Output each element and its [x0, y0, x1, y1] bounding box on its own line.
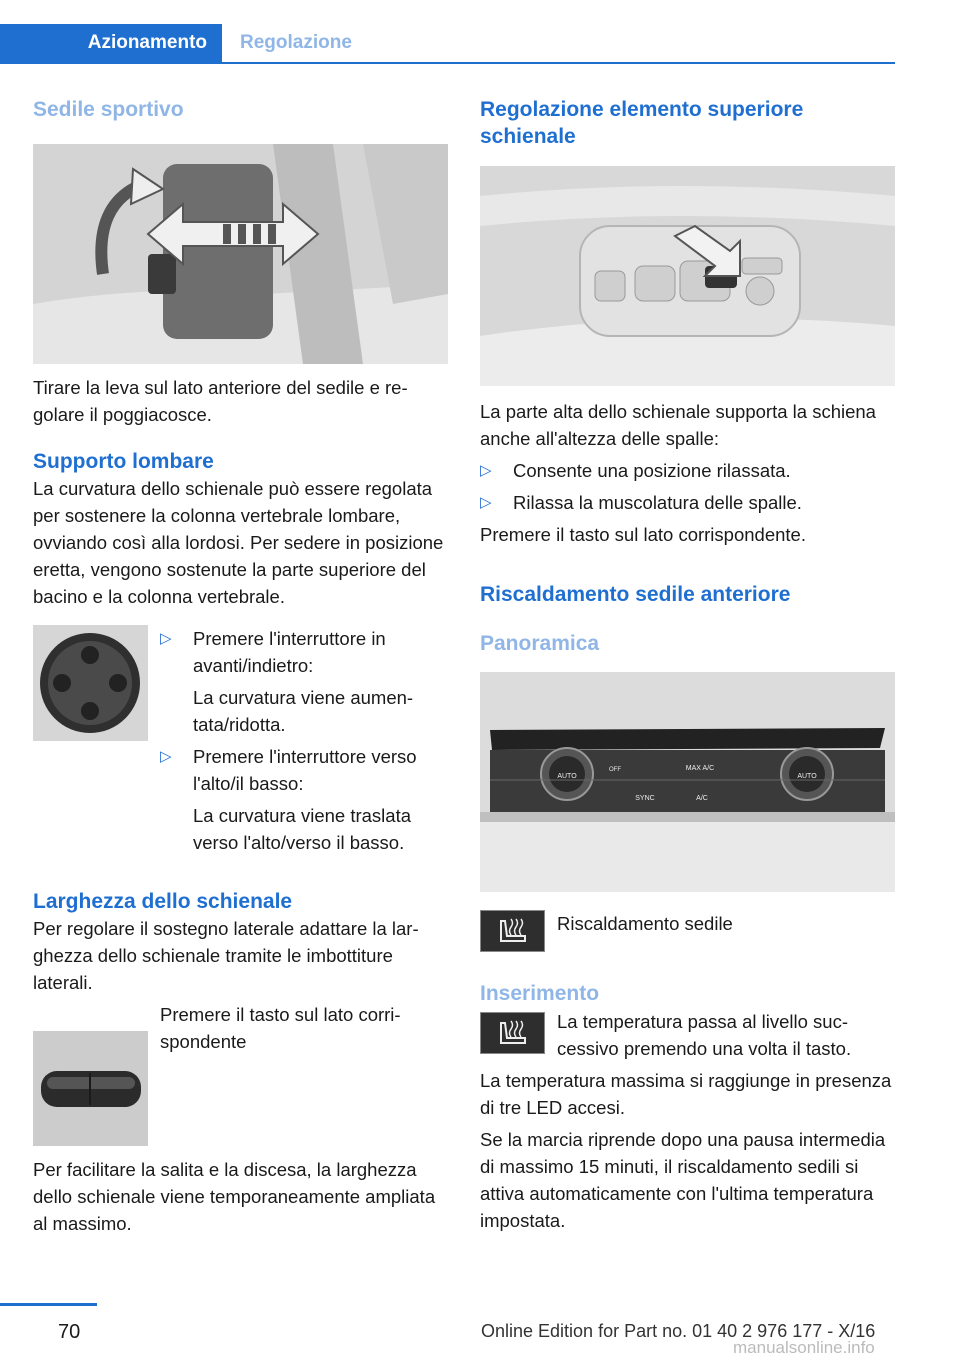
left-column	[33, 96, 448, 1237]
tab-regolazione[interactable]: Regolazione	[240, 32, 352, 53]
lumbar-switch-block	[33, 625, 448, 856]
seat-heating-caption: Riscaldamento sedile	[557, 913, 733, 934]
max-temp-text: La temperatura massima si raggiunge in presenza di tre LED accesi.	[480, 1070, 892, 1118]
lumbar-switch-image	[33, 625, 148, 741]
footer-edition: Online Edition for Part no. 01 40 2 976 177 - X/16	[481, 1321, 876, 1341]
triangle-icon: ▷	[480, 494, 492, 511]
bullet-text: Premere l'interruttore in avanti/indietro:	[193, 628, 386, 676]
heading-insert: Inserimento	[480, 982, 600, 1005]
seat-heating-button-icon	[480, 910, 545, 952]
heading-overview: Panoramica	[480, 632, 600, 655]
seat-heating-button-icon	[480, 1012, 545, 1054]
upper-backrest-illustration	[480, 166, 895, 386]
sport-seat-text: Tirare la leva sul lato anteriore del sedile e regolare il poggiacosce.	[33, 377, 408, 425]
insert-block	[480, 1008, 895, 1062]
panel-label: A/C	[696, 795, 708, 802]
watermark: manualsonline.info	[733, 1338, 875, 1357]
bullet-text: Consente una posizione rilassata.	[513, 460, 791, 481]
tab-azionamento[interactable]: Azionamento	[0, 24, 222, 62]
bullet-subtext: La curvatura viene aumentata/ridotta.	[193, 687, 414, 735]
bullet-subtext: La curvatura viene traslata verso l'alto/verso il basso.	[193, 805, 412, 853]
footer-divider	[0, 1303, 97, 1306]
panel-label: SYNC	[635, 795, 655, 802]
climate-panel-illustration	[480, 672, 895, 892]
heading-seat-heating: Riscaldamento sedile anteriore	[480, 583, 791, 606]
triangle-icon: ▷	[480, 462, 492, 479]
panel-label: AUTO	[797, 773, 817, 780]
panel-label: AUTO	[557, 773, 577, 780]
list-item	[480, 489, 895, 516]
bullet-text: Rilassa la muscolatura delle spalle.	[513, 492, 802, 513]
lumbar-bullet-list	[160, 625, 448, 856]
bullet-text: Premere l'interruttore verso l'alto/il basso:	[193, 746, 417, 794]
right-column	[480, 96, 895, 1234]
sport-seat-illustration	[33, 144, 448, 364]
backrest-width-button-text: Premere il tasto sul lato corrispondente	[160, 1004, 401, 1052]
tab-bar	[0, 24, 895, 64]
resume-text: Se la marcia riprende dopo una pausa intermedia di massimo 15 minuti, il riscaldamento sedili si attiva automaticamente con l'ultima temperatura impostata.	[480, 1129, 886, 1231]
backrest-width-block	[33, 1001, 448, 1146]
heading-upper-backrest: Regolazione elemento superiore schienale	[480, 98, 804, 148]
heading-lumbar-support: Supporto lombare	[33, 450, 214, 473]
triangle-icon: ▷	[160, 748, 172, 765]
lumbar-support-text: La curvatura dello schienale può essere regolata per sostenere la colonna vertebrale lombare, ovviando così alla lordosi. Per sedere in posizione eretta, vengono sostenute la parte superiore del bacino e la colonna vertebrale.	[33, 478, 444, 607]
seat-heating-caption-block	[480, 910, 895, 952]
backrest-width-button-image	[33, 1031, 148, 1146]
list-item	[160, 743, 448, 856]
page-number: 70	[58, 1321, 81, 1343]
panel-label: MAX A/C	[685, 765, 715, 772]
heading-backrest-width: Larghezza dello schienale	[33, 890, 293, 913]
heading-sport-seat: Sedile sportivo	[33, 98, 184, 121]
list-item	[160, 625, 448, 738]
backrest-width-end-text: Per facilitare la salita e la discesa, la larghezza dello schienale viene temporaneamente ampliata al massimo.	[33, 1159, 436, 1234]
upper-backrest-end-text: Premere il tasto sul lato corrispondente.	[480, 524, 806, 545]
triangle-icon: ▷	[160, 630, 172, 647]
upper-backrest-text: La parte alta dello schienale supporta la schiena anche all'altezza delle spalle:	[480, 401, 876, 449]
list-item	[480, 457, 895, 484]
upper-backrest-bullets	[480, 457, 895, 516]
backrest-width-text: Per regolare il sostegno laterale adattare la larghezza dello schienale tramite le imbottiture laterali.	[33, 918, 419, 993]
panel-label: OFF	[609, 767, 621, 773]
insert-text: La temperatura passa al livello successivo premendo una volta il tasto.	[557, 1011, 852, 1059]
